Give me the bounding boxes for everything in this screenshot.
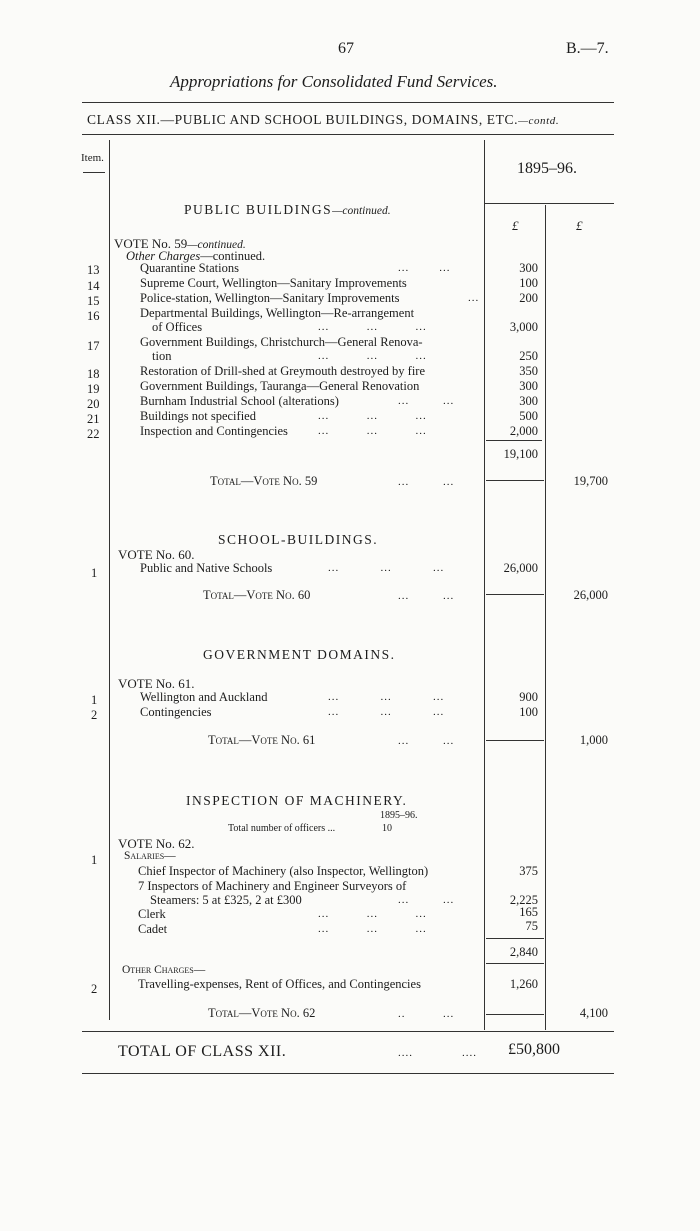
leader-dots: ... ... [398, 476, 455, 488]
vote-62-item-2: 2 [91, 982, 98, 996]
leader-dots: ... ... ... [328, 691, 445, 703]
class-heading-main: CLASS XII.—PUBLIC AND SCHOOL BUILDINGS, DOMAINS, ETC. [87, 112, 519, 127]
vote-62-total: 4,100 [579, 1006, 608, 1020]
page-number: 67 [338, 40, 354, 57]
row-amount: 3,000 [509, 320, 538, 334]
row-description: Cadet [138, 922, 168, 936]
class-total-dots-1: .... [398, 1047, 413, 1059]
item-number: 20 [87, 397, 100, 411]
row-description: Government Buildings, Tauranga—General Renovation [140, 379, 420, 393]
salaries-subtotal: 2,840 [509, 945, 538, 959]
row-description: Travelling-expenses, Rent of Offices, and Contingencies [138, 977, 421, 991]
vote-60-label: VOTE No. 60. [118, 547, 195, 562]
row-amount: 100 [519, 276, 538, 290]
other-charges-continued: —continued. [200, 249, 266, 263]
class-rule [82, 134, 614, 135]
leader-dots: ... ... [398, 894, 455, 906]
row-description: Government Buildings, Christchurch—General Renova- [140, 335, 423, 349]
top-rule [82, 102, 614, 103]
vote-62-total-label: Total—Vote No. 62 [208, 1006, 316, 1020]
officers-year: 1895–96. [380, 810, 418, 821]
subtotal-rule [486, 938, 544, 939]
public-buildings-heading [184, 202, 391, 218]
item-number: 18 [87, 367, 100, 381]
row-description: Contingencies [140, 705, 212, 719]
subtotal-rule-2 [486, 963, 544, 964]
other-charges-62-label: Other Charges— [122, 964, 206, 976]
leader-dots: ... ... [398, 395, 455, 407]
row-amount: 350 [519, 364, 538, 378]
item-header-underline [83, 172, 105, 173]
class-heading [87, 112, 559, 128]
item-number: 13 [87, 263, 100, 277]
vote-62-item-1: 1 [91, 853, 98, 867]
page-title: Appropriations for Consolidated Fund Services. [170, 72, 498, 91]
document-reference: B.—7. [566, 40, 609, 57]
leader-dots: ... ... [398, 262, 451, 274]
item-column-header: Item. [81, 152, 104, 164]
vote-59-total: 19,700 [573, 474, 608, 488]
public-buildings-heading-text: PUBLIC BUILDINGS [184, 202, 333, 217]
vote-60-total-label: Total—Vote No. 60 [203, 588, 311, 602]
row-description-cont: of Offices [152, 320, 203, 334]
total-rule [486, 480, 544, 481]
government-domains-heading: GOVERNMENT DOMAINS. [203, 647, 396, 662]
class-total-rule-bottom [82, 1073, 614, 1074]
item-number: 1 [91, 566, 98, 580]
row-description: Restoration of Drill-shed at Greymouth destroyed by fire [140, 364, 425, 378]
vote-59-text: VOTE No. 59 [114, 236, 188, 251]
row-description: Inspection and Contingencies [140, 424, 288, 438]
row-amount: 250 [519, 349, 538, 363]
row-description: 7 Inspectors of Machinery and Engineer Surveyors of [138, 879, 407, 893]
amount-header-rule [484, 203, 614, 204]
public-buildings-continued: —continued. [332, 205, 391, 217]
item-number: 17 [87, 339, 100, 353]
total-rule [486, 740, 544, 741]
item-number: 14 [87, 279, 100, 293]
officers-count: 10 [382, 823, 392, 834]
row-description: Burnham Industrial School (alterations) [140, 394, 339, 408]
leader-dots: ... ... ... [318, 908, 427, 920]
row-amount: 165 [519, 905, 538, 919]
vote-59-subtotal: 19,100 [503, 447, 538, 461]
vote-59-total-label: Total—Vote No. 59 [210, 474, 318, 488]
leader-dots: ... ... ... [318, 321, 427, 333]
inspection-machinery-heading: INSPECTION OF MACHINERY. [186, 793, 408, 808]
row-description: Quarantine Stations [140, 261, 239, 275]
amount-column-rule-mid [545, 205, 546, 1030]
leader-dots: ... ... ... [318, 410, 427, 422]
vote-61-total: 1,000 [579, 733, 608, 747]
row-amount: 100 [519, 705, 538, 719]
class-total-dots-2: .... [462, 1047, 477, 1059]
row-description: Wellington and Auckland [140, 690, 268, 704]
class-heading-contd: —contd. [518, 115, 560, 127]
school-buildings-heading: SCHOOL-BUILDINGS. [218, 532, 379, 547]
leader-dots: ... ... ... [318, 923, 427, 935]
row-amount: 375 [519, 864, 538, 878]
pound-header-1: £ [512, 218, 519, 233]
item-number: 16 [87, 309, 100, 323]
row-amount: 200 [519, 291, 538, 305]
item-number: 15 [87, 294, 100, 308]
total-rule [486, 594, 544, 595]
row-amount: 500 [519, 409, 538, 423]
row-amount: 2,000 [509, 424, 538, 438]
row-description: Chief Inspector of Machinery (also Inspector, Wellington) [138, 864, 429, 878]
vote-60-total: 26,000 [573, 588, 608, 602]
row-amount: 75 [525, 919, 538, 933]
item-number: 1 [91, 693, 98, 707]
item-number: 22 [87, 427, 100, 441]
vote-61-label: VOTE No. 61. [118, 676, 195, 691]
leader-dots: ... ... ... [318, 425, 427, 437]
row-amount: 2,225 [509, 893, 538, 907]
class-total-amount: £50,800 [508, 1041, 560, 1058]
vote-59-continued: —continued. [187, 239, 246, 251]
officers-label: Total number of officers ... [228, 823, 336, 834]
leader-dots: ... ... ... [328, 562, 445, 574]
leader-dots: ... ... [398, 735, 455, 747]
row-description: Buildings not specified [140, 409, 256, 423]
row-amount: 300 [519, 261, 538, 275]
vote-62-label: VOTE No. 62. [118, 836, 195, 851]
row-description: Supreme Court, Wellington—Sanitary Improvements [140, 276, 407, 290]
row-description: Departmental Buildings, Wellington—Re-arrangement [140, 306, 415, 320]
amount-column-rule-left [484, 140, 485, 1030]
row-amount: 1,260 [509, 977, 538, 991]
row-description: Police-station, Wellington—Sanitary Improvements [140, 291, 400, 305]
row-description: Public and Native Schools [140, 561, 273, 575]
class-total-label: TOTAL OF CLASS XII. [118, 1043, 287, 1060]
row-amount: 26,000 [503, 561, 538, 575]
item-column-rule [109, 140, 110, 1020]
row-description-cont: Steamers: 5 at £325, 2 at £300 [150, 893, 302, 907]
item-number: 21 [87, 412, 100, 426]
vote-61-total-label: Total—Vote No. 61 [208, 733, 316, 747]
pound-header-2: £ [576, 218, 583, 233]
leader-dots: ... [468, 292, 480, 304]
leader-dots: ... ... [398, 590, 455, 602]
salaries-label: Salaries— [124, 850, 176, 862]
item-number: 2 [91, 708, 98, 722]
row-description: Clerk [138, 907, 166, 921]
row-amount: 900 [519, 690, 538, 704]
row-description-cont: tion [152, 349, 172, 363]
row-amount: 300 [519, 379, 538, 393]
subtotal-rule [486, 440, 542, 441]
year-column-header: 1895–96. [517, 160, 577, 177]
leader-dots: ... ... ... [328, 706, 445, 718]
total-rule [486, 1014, 544, 1015]
class-total-rule-top [82, 1031, 614, 1032]
other-charges-italic: Other Charges [126, 249, 201, 263]
leader-dots: .. ... [398, 1008, 455, 1020]
item-number: 19 [87, 382, 100, 396]
row-amount: 300 [519, 394, 538, 408]
leader-dots: ... ... ... [318, 350, 427, 362]
